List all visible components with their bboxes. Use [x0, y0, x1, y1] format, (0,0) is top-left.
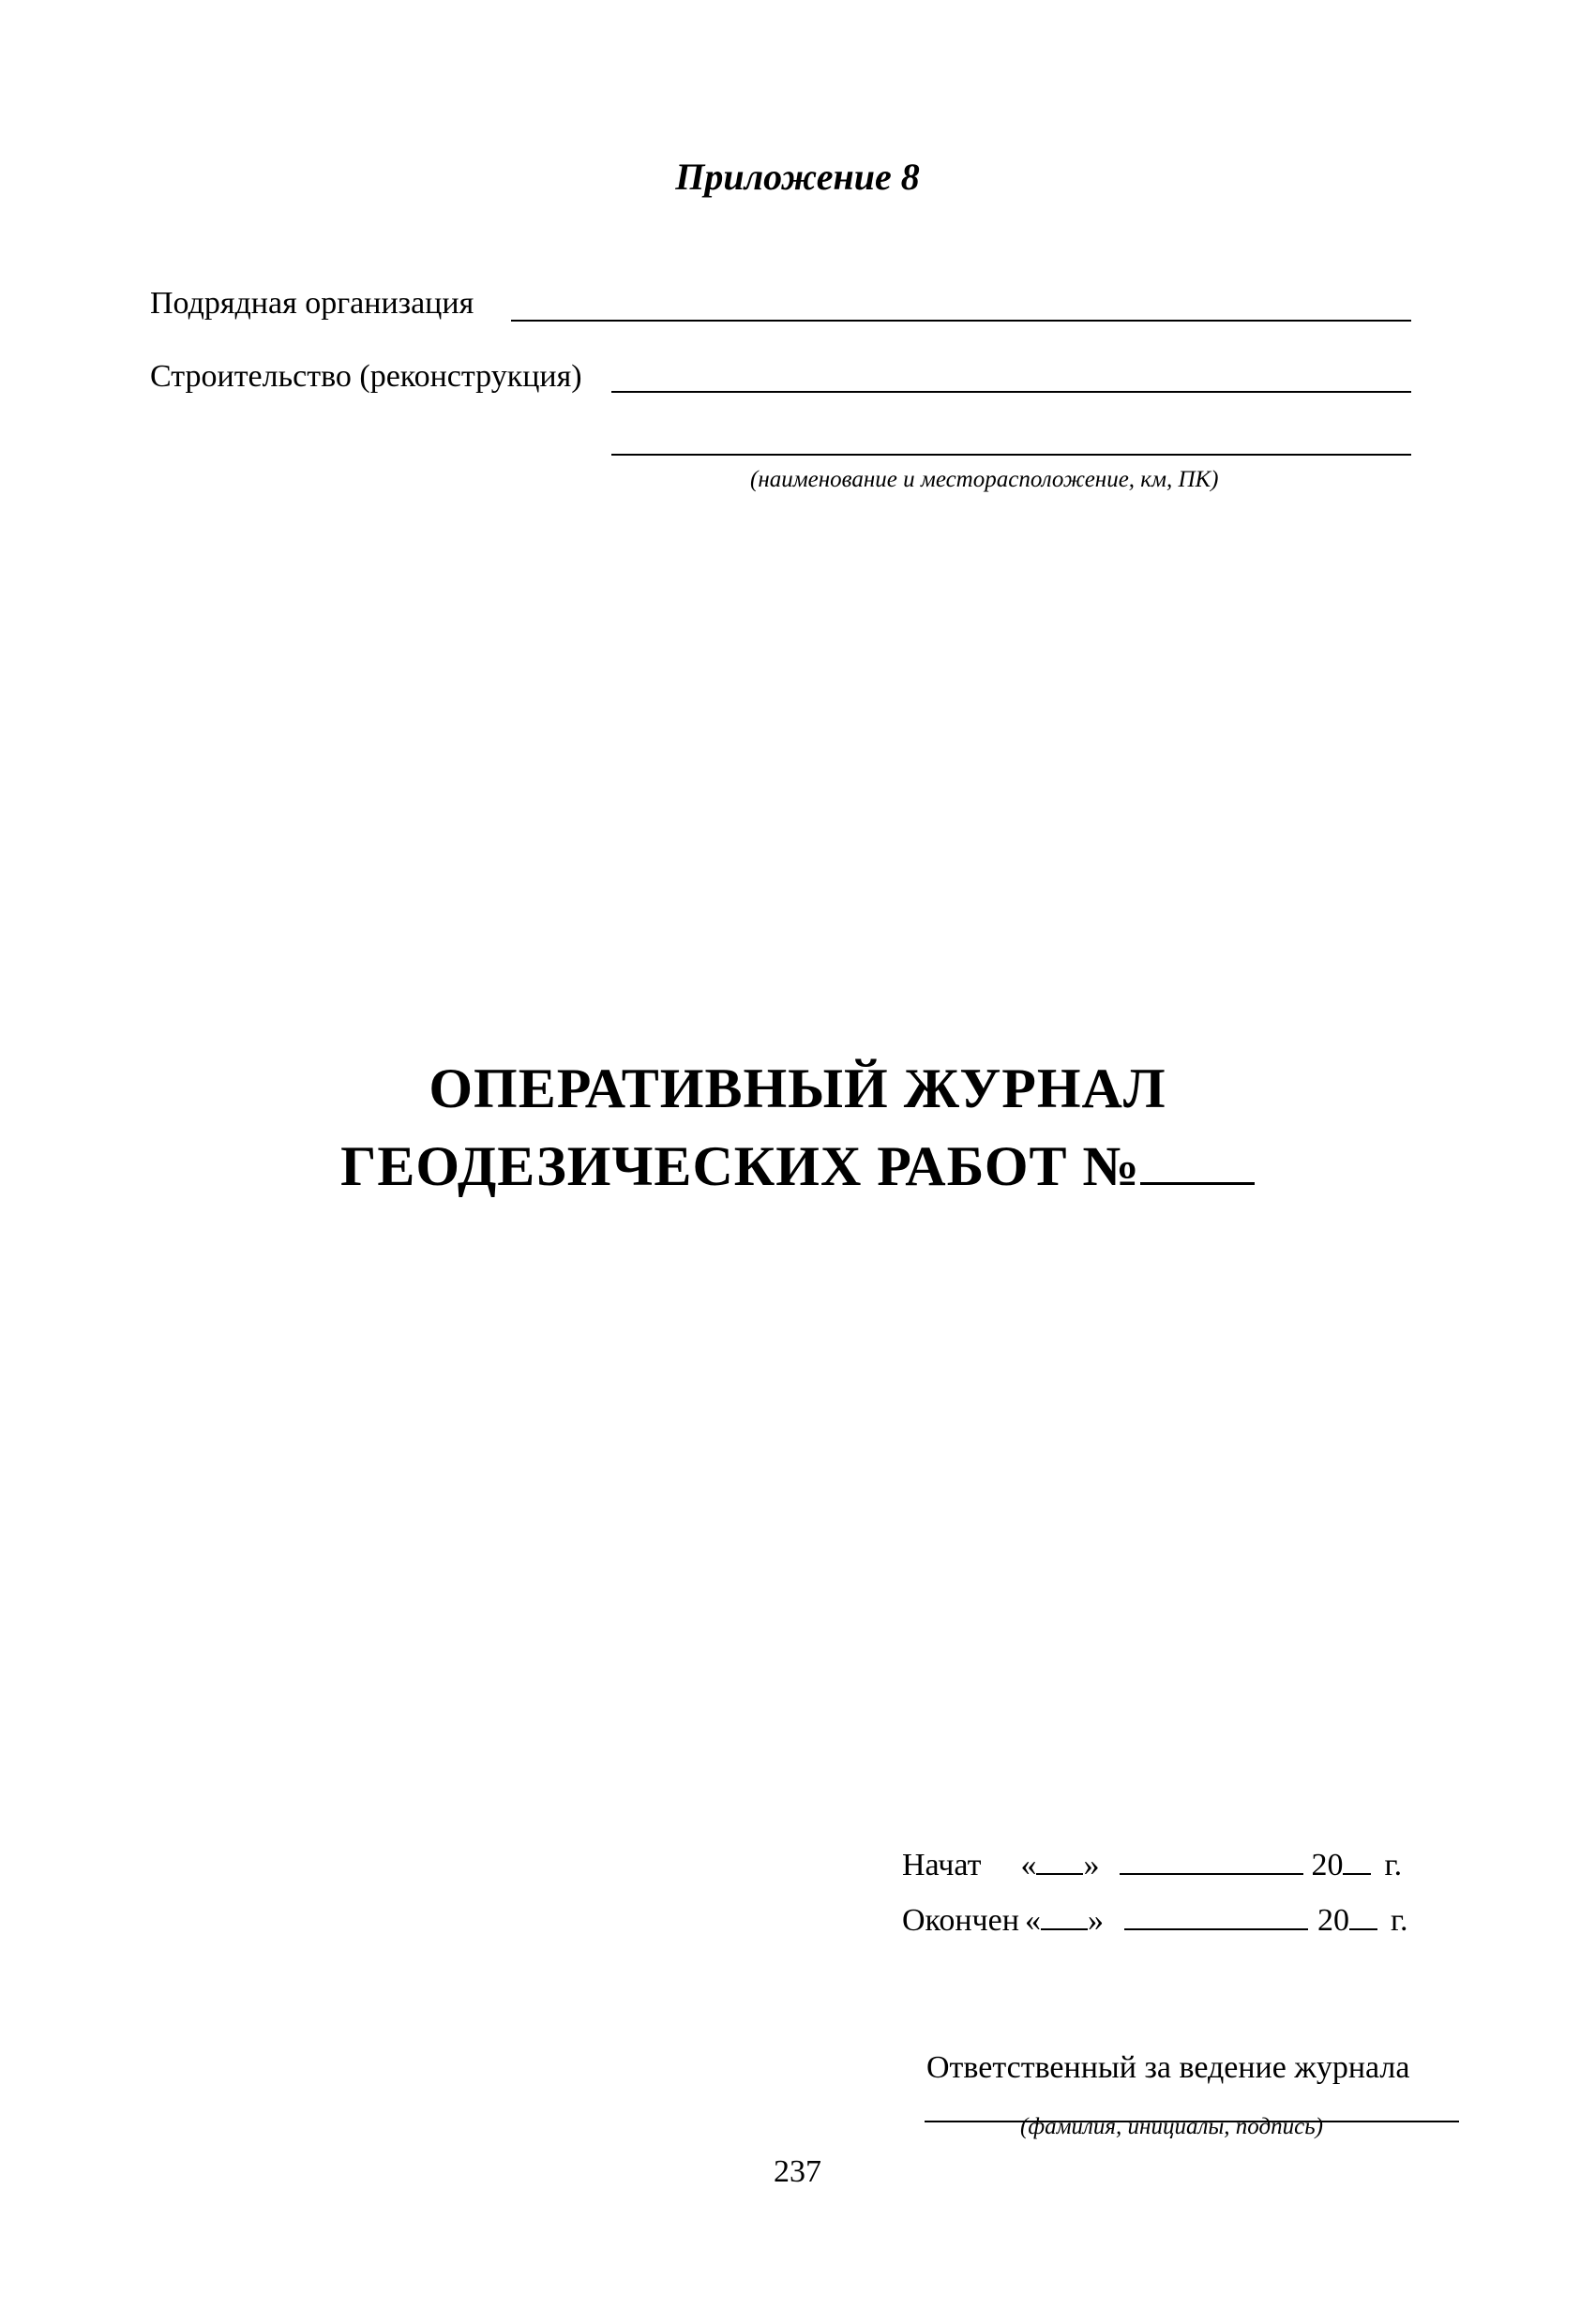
- contractor-input-line[interactable]: [511, 320, 1411, 322]
- appendix-label: Приложение 8: [675, 156, 920, 198]
- construction-caption: (наименование и месторасположение, км, ПК): [750, 467, 1219, 492]
- finished-day-blank[interactable]: [1041, 1900, 1088, 1930]
- finished-label: Окончен: [902, 1903, 1019, 1938]
- started-month-blank[interactable]: [1120, 1845, 1303, 1875]
- started-year-prefix: 20: [1311, 1848, 1344, 1882]
- finished-year-prefix: 20: [1317, 1903, 1349, 1938]
- responsible-label: Ответственный за ведение журнала: [926, 2050, 1410, 2085]
- started-open-quote: «: [1020, 1848, 1037, 1882]
- page-number: 237: [774, 2154, 821, 2189]
- started-label: Начат: [902, 1848, 982, 1882]
- started-year-blank[interactable]: [1343, 1845, 1371, 1875]
- started-year-suffix: г.: [1384, 1848, 1403, 1882]
- construction-input-line[interactable]: [611, 391, 1411, 393]
- contractor-label: Подрядная организация: [150, 286, 474, 321]
- journal-title-line-1: ОПЕРАТИВНЫЙ ЖУРНАЛ: [429, 1057, 1166, 1119]
- finished-close-quote: »: [1087, 1903, 1104, 1938]
- started-day-blank[interactable]: [1036, 1845, 1083, 1875]
- journal-number-blank[interactable]: [1140, 1133, 1255, 1185]
- responsible-caption: (фамилия, инициалы, подпись): [1020, 2114, 1323, 2139]
- finished-year-blank[interactable]: [1349, 1900, 1377, 1930]
- started-row: [902, 1845, 1402, 1883]
- finished-month-blank[interactable]: [1124, 1900, 1308, 1930]
- finished-year-suffix: г.: [1390, 1903, 1408, 1938]
- started-close-quote: »: [1083, 1848, 1100, 1882]
- finished-open-quote: «: [1024, 1903, 1041, 1938]
- finished-row: [902, 1900, 1408, 1939]
- construction-input-line-2[interactable]: [611, 454, 1411, 456]
- journal-title-line-2: [0, 1133, 1595, 1199]
- journal-title-text: ГЕОДЕЗИЧЕСКИХ РАБОТ №: [340, 1135, 1140, 1197]
- construction-label: Строительство (реконструкция): [150, 359, 582, 394]
